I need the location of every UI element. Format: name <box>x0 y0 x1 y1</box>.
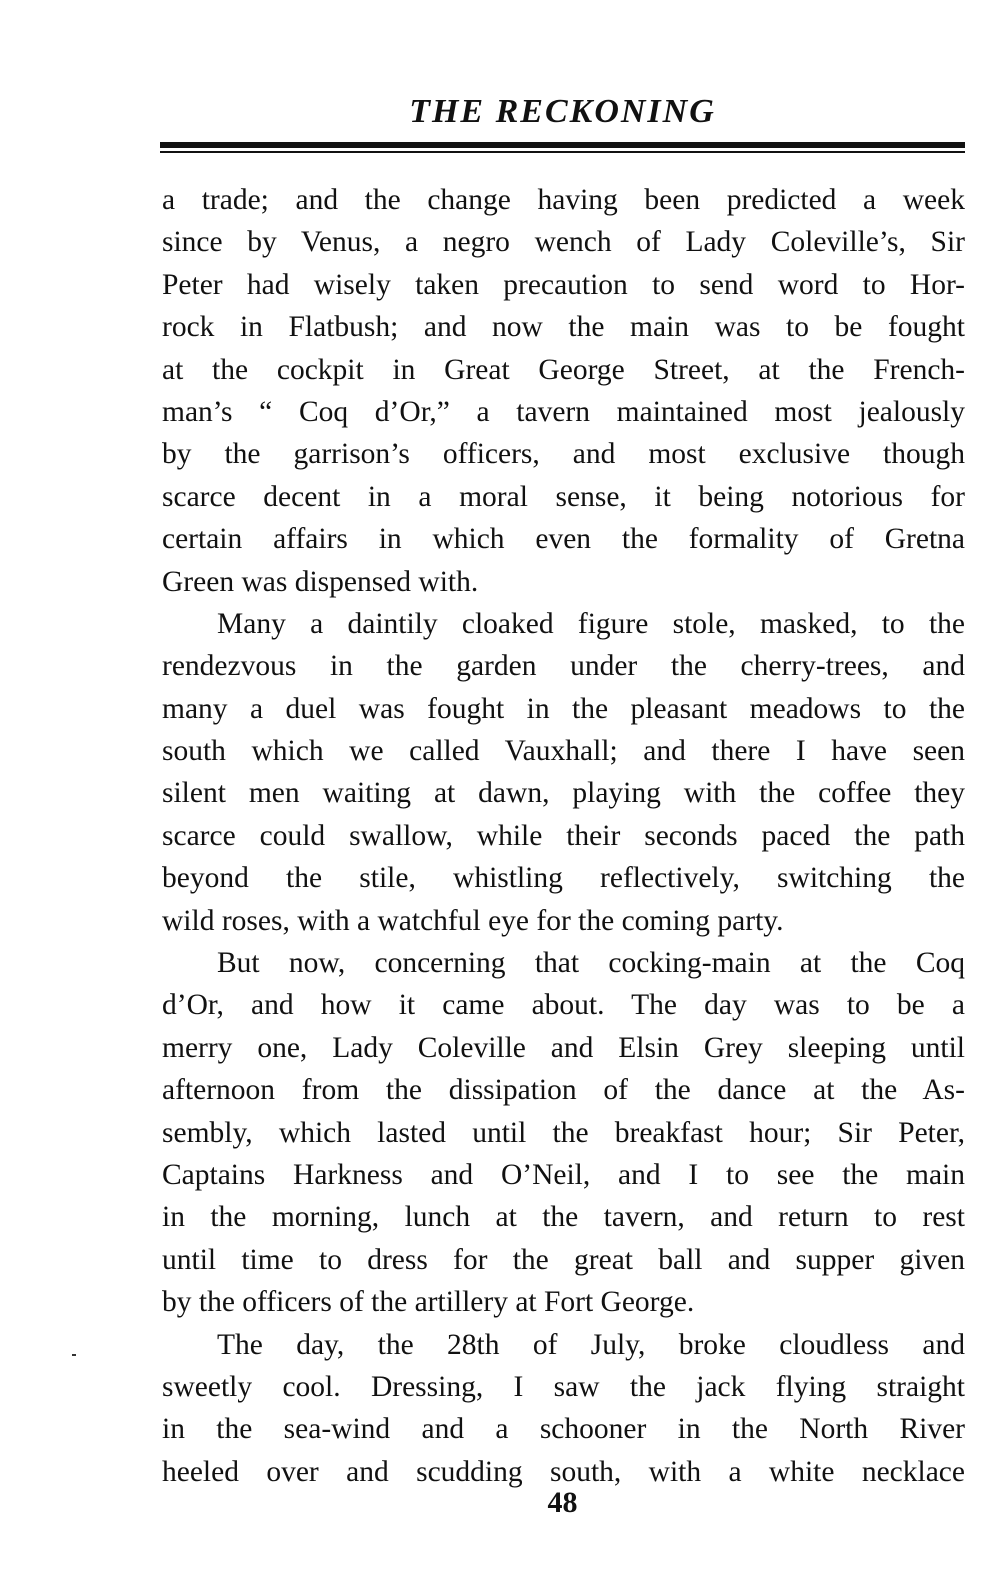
body-text <box>162 179 965 1493</box>
text-line: Captains Harkness and O’Neil, and I to see the main <box>162 1158 965 1191</box>
text-line: d’Or, and how it came about. The day was to be a <box>162 989 965 1022</box>
text-line: Peter had wisely taken precaution to send word to Hor- <box>162 268 965 301</box>
text-line: scarce decent in a moral sense, it being notorious for <box>162 480 965 513</box>
text-line: south which we called Vauxhall; and there I have seen <box>162 735 965 768</box>
text-line: many a duel was fought in the pleasant meadows to the <box>162 692 965 725</box>
paragraph <box>162 603 965 942</box>
text-line: in the morning, lunch at the tavern, and return to rest <box>162 1201 965 1234</box>
text-line: sembly, which lasted until the breakfast hour; Sir Peter, <box>162 1116 965 1149</box>
text-line: by the officers of the artillery at Fort George. <box>162 1286 695 1319</box>
text-line: heeled over and scudding south, with a white necklace <box>162 1455 965 1488</box>
paragraph <box>162 942 965 1324</box>
page-number: 48 <box>547 1486 578 1519</box>
text-line: by the garrison’s officers, and most exclusive though <box>162 438 965 471</box>
running-title: THE RECKONING <box>409 93 716 130</box>
text-line: Green was dispensed with. <box>162 565 479 598</box>
text-line: at the cockpit in Great George Street, at the French- <box>162 353 965 386</box>
text-line: man’s “ Coq d’Or,” a tavern maintained most jealously <box>162 395 965 428</box>
text-line: rock in Flatbush; and now the main was to be fought <box>162 311 965 344</box>
text-line: a trade; and the change having been predicted a week <box>162 184 965 216</box>
text-line: Many a daintily cloaked figure stole, masked, to the <box>217 607 965 640</box>
text-line: rendezvous in the garden under the cherry-trees, and <box>162 650 965 683</box>
text-line: The day, the 28th of July, broke cloudless and <box>217 1328 965 1361</box>
text-line: afternoon from the dissipation of the dance at the As- <box>162 1074 965 1107</box>
text-line: beyond the stile, whistling reflectively, switching the <box>162 862 965 895</box>
scan-speck <box>72 1354 76 1356</box>
text-line: in the sea-wind and a schooner in the North River <box>162 1413 965 1446</box>
paragraph <box>162 1324 965 1494</box>
text-line: scarce could swallow, while their seconds paced the path <box>162 819 965 852</box>
text-line: until time to dress for the great ball and supper given <box>162 1243 965 1276</box>
header-rule-thin <box>160 151 965 153</box>
text-line: wild roses, with a watchful eye for the coming party. <box>162 904 784 937</box>
text-line: certain affairs in which even the formality of Gretna <box>162 523 965 556</box>
header-rule-thick <box>160 142 965 148</box>
text-line: sweetly cool. Dressing, I saw the jack flying straight <box>162 1370 965 1403</box>
paragraph <box>162 179 965 603</box>
text-line: silent men waiting at dawn, playing with the coffee they <box>162 777 965 810</box>
text-line: since by Venus, a negro wench of Lady Coleville’s, Sir <box>162 226 965 259</box>
text-line: But now, concerning that cocking-main at the Coq <box>217 947 965 980</box>
text-line: merry one, Lady Coleville and Elsin Grey sleeping until <box>162 1031 965 1064</box>
